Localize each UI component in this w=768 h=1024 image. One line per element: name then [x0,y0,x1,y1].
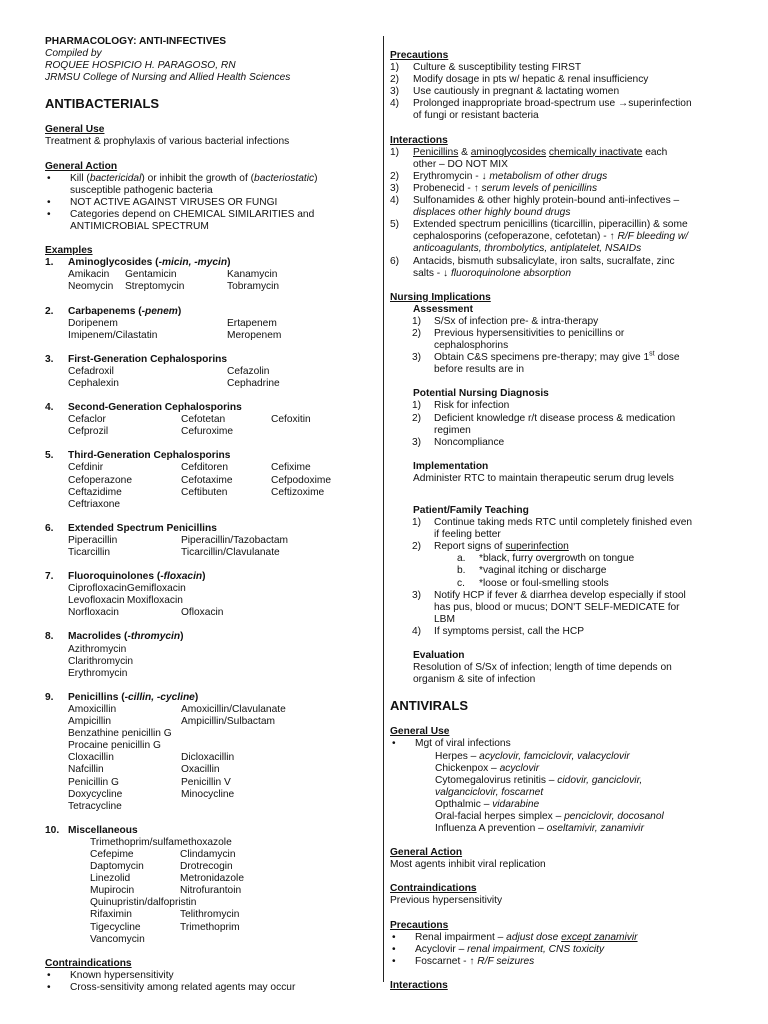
group-macrolides: 8. Macrolides (-thromycin) [45,631,184,643]
group-penicillins: 9. Penicillins (-cillin, -cycline) [45,691,199,703]
diagnosis-item: 2) Deficient knowledge r/t disease process & medication regimen [412,412,676,436]
drug-list: Ciprofloxacin Gemifloxacin Levofloxacin Moxifloxacin [68,583,186,607]
diagnosis-item: 1) Risk for infection [412,400,510,412]
assessment-label: Assessment [413,303,474,315]
evaluation-text: Resolution of S/Sx of infection; length of time depends on organism & site of infection [413,662,672,686]
interaction-item: 4) Sulfonamides & other highly protein-bound anti-infectives – displaces other highly bound drugs [390,195,680,219]
drug-item: Quinupristin/dalfopristin [90,897,197,909]
interaction-item: 1) Penicillins & aminoglycosides chemically inactivate each other – DO NOT MIX [390,146,668,170]
av-precaution-item: • Acyclovir – renal impairment, CNS toxicity [392,943,605,955]
examples-label: Examples [45,245,93,257]
antivirals-heading: ANTIVIRALS [390,698,468,714]
teaching-subitem: b. *vaginal itching or discharge [457,565,607,577]
drug-item: Tetracycline [68,800,122,812]
precaution-item: 1) Culture & susceptibility testing FIRST [390,62,582,74]
teaching-item: 4) If symptoms persist, call the HCP [412,625,585,637]
teaching-subitem: c. *loose or foul-smelling stools [457,577,609,589]
antibacterials-heading: ANTIBACTERIALS [45,96,160,112]
author: ROQUEE HOSPICIO H. PARAGOSO, RN [45,60,236,72]
av-use-item: Herpes – acyclovir, famciclovir, valacyclovir [435,750,630,762]
av-action-label: General Action [390,847,463,859]
drug-list: Norfloxacin Ofloxacin [68,607,224,619]
av-action-text: Most agents inhibit viral replication [390,859,546,871]
nursing-implications-label: Nursing Implications [390,291,491,303]
drug-item: Procaine penicillin G [68,740,161,752]
drug-list: Cefaclor Cefotetan Cefoxitin Cefprozil Cefuroxime [68,414,311,438]
av-interactions-label: Interactions [390,979,448,991]
teaching-item: 1) Continue taking meds RTC until completely finished even if feeling better [412,517,693,541]
av-general-use-label: General Use [390,726,450,738]
precautions-label: Precautions [390,50,449,61]
av-contra-text: Previous hypersensitivity [390,895,503,907]
left-column [45,36,370,994]
evaluation-label: Evaluation [413,650,465,662]
group-extended-penicillins: 6. Extended Spectrum Penicillins [45,522,217,534]
diagnosis-item: 3) Noncompliance [412,436,505,448]
contra-item: • Known hypersensitivity [47,969,174,981]
drug-list: Amikacin Gentamicin Kanamycin Neomycin Streptomycin Tobramycin [68,269,280,293]
teaching-label: Patient/Family Teaching [413,505,529,516]
precaution-item: 3) Use cautiously in pregnant & lactating women [390,86,620,98]
action-bullet-1: • Kill (bactericidal) or inhibit the growth of (bacteriostatic) susceptible pathogenic bacteria [47,172,318,196]
av-use-item: Influenza A prevention – oseltamivir, zanamivir [435,823,644,835]
av-use-bullet: • Mgt of viral infections [392,738,511,750]
drug-list: Cefadroxil Cefazolin Cephalexin Cephadrine [68,365,280,389]
drug-list: Doripenem Ertapenem Imipenem/Cilastatin Meropenem [68,317,282,341]
group-aminoglycosides: 1. Aminoglycosides (-micin, -mycin) [45,257,231,269]
drug-item: Trimethoprim/sulfamethoxazole [90,836,232,848]
contraindications-label: Contraindications [45,957,132,969]
teaching-subitem: a. *black, furry overgrowth on tongue [457,553,635,565]
precaution-item: 4) Prolonged inappropriate broad-spectrum use →superinfection of fungi or resistant bacteria [390,98,692,122]
contra-item: • Cross-sensitivity among related agents may occur [47,981,296,993]
drug-list: Cloxacillin Dicloxacillin Nafcillin Oxacillin Penicillin G Penicillin V Doxycycline Minocycline [68,752,235,800]
action-bullet-2: • NOT ACTIVE AGAINST VIRUSES OR FUNGI [47,196,278,208]
assessment-item: 2) Previous hypersensitivities to penicillins or cephalosphorins [412,327,625,352]
av-use-item: Chickenpox – acyclovir [435,762,540,774]
general-action-label: General Action [45,160,118,172]
group-second-gen-cephalosporins: 4. Second-Generation Cephalosporins [45,402,242,414]
av-precaution-item: • Renal impairment – adjust dose except zanamivir [392,931,638,943]
av-contra-label: Contraindications [390,883,477,895]
drug-list: Amoxicillin Amoxicillin/Clavulanate Ampicillin Ampicillin/Sulbactam [68,703,286,728]
interactions-label: Interactions [390,134,448,146]
column-divider [383,36,384,982]
av-use-item: Oral-facial herpes simplex – penciclovir, docosanol [435,810,664,822]
group-first-gen-cephalosporins: 3. First-Generation Cephalosporins [45,353,228,365]
assessment-item: 1) S/Sx of infection pre- & intra-therapy [412,315,599,327]
drug-item: Clarithromycin [68,655,134,667]
school: JRMSU College of Nursing and Allied Health Sciences [45,72,291,84]
diagnosis-label: Potential Nursing Diagnosis [413,388,549,400]
av-precautions-label: Precautions [390,919,449,931]
action-bullet-3: • Categories depend on CHEMICAL SIMILARITIES and ANTIMICROBIAL SPECTRUM [47,208,315,233]
group-carbapenems: 2. Carbapenems (-penem) [45,305,182,317]
interaction-item: 6) Antacids, bismuth subsalicylate, iron salts, sucralfate, zinc salts - ↓ fluoroquinolone absorption [390,255,675,279]
drug-item: Vancomycin [90,933,145,945]
av-use-item: Cytomegalovirus retinitis – cidovir, ganciclovir, valganciclovir, foscarnet [435,774,643,798]
general-use-label: General Use [45,124,105,136]
interaction-item: 2) Erythromycin - ↓ metabolism of other drugs [390,170,608,182]
interaction-item: 5) Extended spectrum penicillins (ticarcillin, piperacillin) & some cephalosporins (cefoperazone, cefotetan) - ↑ R/F bleeding w/ anticoagulants, thrombolytics, antiplatelet, NSAIDs [390,219,689,255]
av-precaution-item: • Foscarnet - ↑ R/F seizures [392,955,535,967]
group-fluoroquinolones: 7. Fluoroquinolones (-floxacin) [45,571,206,583]
group-third-gen-cephalosporins: 5. Third-Generation Cephalosporins [45,450,231,462]
precaution-item: 2) Modify dosage in pts w/ hepatic & renal insufficiency [390,74,649,86]
implementation-label: Implementation [413,460,489,472]
doc-title: PHARMACOLOGY: ANTI-INFECTIVES [45,36,227,47]
drug-list: Cefepime Clindamycin Daptomycin Drotrecogin Linezolid Metronidazole Mupirocin Nitrofurantoin [90,848,244,897]
compiled-by: Compiled by [45,48,102,60]
teaching-item: 2) Report signs of superinfection [412,541,569,553]
drug-list: Piperacillin Piperacillin/Tazobactam Ticarcillin Ticarcillin/Clavulanate [68,534,289,558]
teaching-item: 3) Notify HCP if fever & diarrhea develop especially if stool has pus, blood or mucus; DON'T SELF-MEDICATE for LBM [412,589,686,625]
drug-list: Cefdinir Cefditoren Cefixime Cefoperazone Cefotaxime Cefpodoxime Ceftazidime Ceftibuten Ceftizoxime Ceftriaxone [68,462,332,510]
general-use-text: Treatment & prophylaxis of various bacterial infections [45,136,290,148]
drug-item: Erythromycin [68,667,128,679]
interaction-item: 3) Probenecid - ↑ serum levels of penicillins [390,182,598,194]
drug-list: Rifaximin Telithromycin Tigecycline Trimethoprim [90,909,240,933]
av-use-item: Opthalmic – vidarabine [435,798,540,810]
right-column [390,50,720,992]
drug-item: Benzathine penicillin G [68,728,172,740]
implementation-text: Administer RTC to maintain therapeutic serum drug levels [413,472,674,484]
assessment-item: 3) Obtain C&S specimens pre-therapy; may give 1st dose before results are in [412,350,680,376]
drug-item: Azithromycin [68,643,127,655]
group-miscellaneous: 10. Miscellaneous [45,824,138,836]
